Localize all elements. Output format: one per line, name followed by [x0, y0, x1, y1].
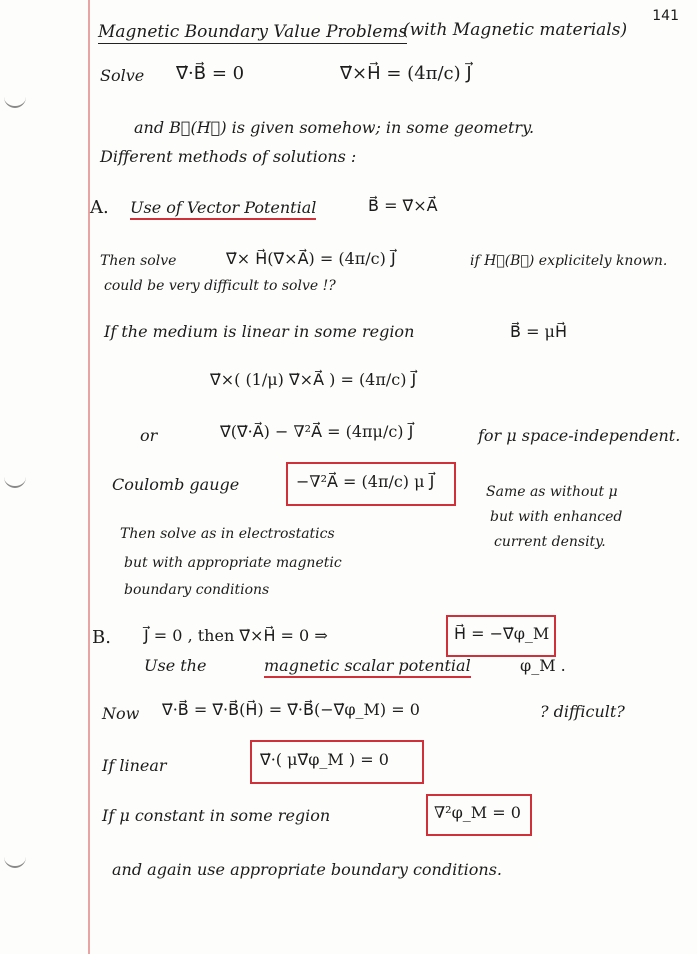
use-the-label: Use the	[144, 656, 207, 675]
page-title-parenthetical: (with Magnetic materials)	[403, 20, 628, 40]
equation-div-b: ∇⃗·B⃗ = 0	[176, 63, 245, 84]
equation-curl-h: ∇⃗×H⃗ = (4π/c) J⃗	[340, 63, 472, 84]
or-label: or	[140, 426, 158, 445]
equation-h-grad-phi: H⃗ = −∇⃗φ_M	[454, 624, 550, 643]
binder-hole-mark	[4, 856, 26, 868]
text-final-line: and again use appropriate boundary conditions.	[112, 860, 502, 879]
text-if-mu-constant: If μ constant in some region	[102, 806, 331, 825]
text-space-independent: for μ space-independent.	[478, 426, 681, 445]
section-a-title	[130, 198, 316, 218]
binder-hole-mark	[4, 476, 26, 488]
text-line-and: and B⃗(H⃗) is given somehow; in some geometry.	[134, 118, 535, 137]
equation-j-zero: J⃗ = 0 , then ∇⃗×H⃗ = 0 ⇒	[144, 626, 328, 645]
phi-m-symbol: φ_M .	[520, 656, 566, 675]
section-a-label: A.	[90, 197, 109, 218]
equation-grad-div: ∇⃗(∇⃗·A⃗) − ∇²A⃗ = (4πμ/c) J⃗	[220, 422, 414, 441]
equation-now: ∇⃗·B⃗ = ∇⃗·B⃗(H⃗) = ∇⃗·B⃗(−∇⃗φ_M) = 0	[162, 700, 420, 719]
text-boundary-conditions: boundary conditions	[124, 582, 270, 598]
page-title-text: Magnetic Boundary Value Problems	[98, 22, 408, 42]
text-could-be: could be very difficult to solve !?	[104, 278, 336, 294]
equation-coulomb: −∇²A⃗ = (4π/c) μ J⃗	[296, 472, 435, 491]
magnetic-scalar-potential-text: magnetic scalar potential	[264, 656, 471, 678]
text-if-medium-linear: If the medium is linear in some region	[104, 322, 415, 341]
text-difficult: ? difficult?	[540, 702, 625, 721]
text-appropriate-magnetic: but with appropriate magnetic	[124, 555, 342, 571]
now-label: Now	[102, 704, 140, 723]
text-then-electrostatics: Then solve as in electrostatics	[120, 526, 335, 542]
equation-laplace: ∇²φ_M = 0	[434, 803, 521, 822]
equation-b-mu-h: B⃗ = μH⃗	[510, 322, 567, 341]
solve-label: Solve	[100, 66, 145, 85]
then-solve-label: Then solve	[100, 253, 177, 269]
equation-nonlinear: ∇⃗× H⃗(∇⃗×A⃗) = (4π/c) J⃗	[226, 249, 396, 268]
page-number: 141	[652, 8, 679, 24]
equation-linear: ∇⃗·( μ∇⃗φ_M ) = 0	[260, 750, 389, 769]
margin-line	[88, 0, 90, 954]
section-b-label: B.	[92, 627, 111, 648]
page-title	[98, 22, 407, 42]
equation-curl-mu: ∇⃗×( (1/μ) ∇⃗×A⃗ ) = (4π/c) J⃗	[210, 370, 417, 389]
coulomb-gauge-label: Coulomb gauge	[112, 475, 240, 494]
note-same-as-1: Same as without μ	[486, 484, 618, 500]
text-if-known: if H⃗(B⃗) explicitely known.	[470, 253, 668, 269]
section-a-title-text: Use of Vector Potential	[130, 198, 316, 220]
note-same-as-3: current density.	[494, 534, 606, 550]
note-same-as-2: but with enhanced	[490, 509, 623, 525]
binder-hole-mark	[4, 96, 26, 108]
text-line-methods: Different methods of solutions :	[100, 147, 357, 166]
if-linear-label: If linear	[102, 756, 167, 775]
magnetic-scalar-potential	[264, 656, 471, 676]
equation-b-curl-a: B⃗ = ∇⃗×A⃗	[368, 196, 438, 215]
